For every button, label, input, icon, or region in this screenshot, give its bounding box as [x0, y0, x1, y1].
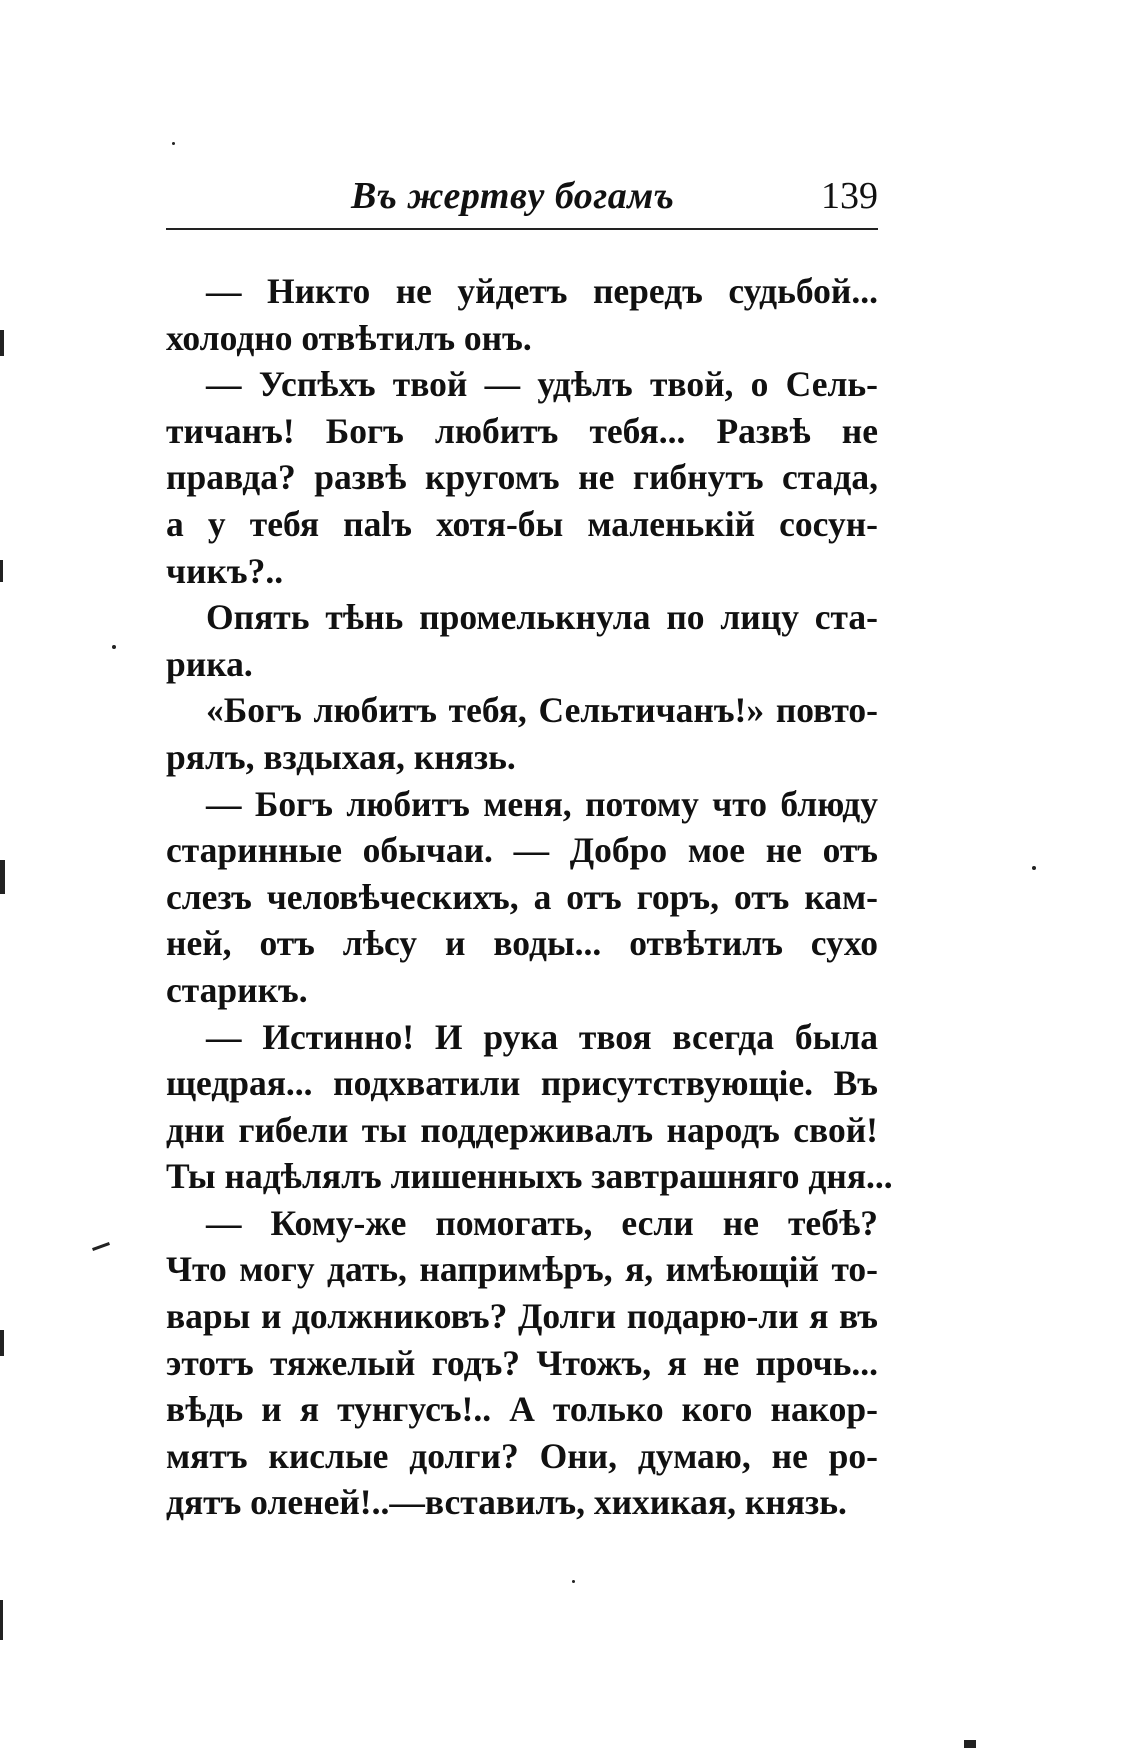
paragraph-2 [166, 361, 878, 594]
text-line: холодно отвѣтилъ онъ. [166, 317, 532, 358]
text-line: рика. [166, 643, 253, 684]
scan-speck [1032, 866, 1036, 870]
text-line: дятъ оленей!..—вставилъ, хихикая, князь. [166, 1482, 847, 1523]
body-text [166, 268, 893, 1526]
paragraph-5 [166, 781, 878, 1014]
text-line: чикъ?.. [166, 550, 284, 591]
scan-edge-mark [964, 1740, 976, 1748]
text-line: а у тебя пalъ хотя-бы маленькій сосун- [166, 503, 878, 544]
text-line: — Истинно! И рука твоя всегда была [206, 1016, 878, 1057]
text-line: — Успѣхъ твой — удѣлъ твой, о Сель- [206, 364, 878, 405]
text-line: дни гибели ты поддерживалъ народъ свой! [166, 1109, 878, 1150]
text-line: — Кому-же помогать, если не тебѣ? [206, 1202, 878, 1243]
scan-edge-mark [0, 560, 3, 582]
text-line: Что могу дать, напримѣръ, я, имѣющій то- [166, 1249, 878, 1290]
scan-edge-mark [0, 1330, 4, 1356]
text-line: вѣдь и я тунгусъ!.. А только кого накор- [166, 1389, 878, 1430]
text-line: «Богъ любитъ тебя, Сельтичанъ!» повто- [206, 690, 878, 731]
text-line: — Никто не уйдетъ передъ судьбой... [206, 271, 878, 311]
text-line: щедрая... подхватили присутствующіе. Въ [166, 1063, 878, 1104]
text-line: старикъ. [166, 969, 308, 1010]
text-line: — Богъ любитъ меня, потому что блюду [206, 783, 878, 824]
scan-speck [112, 645, 116, 649]
text-line: мятъ кислые долги? Они, думаю, не ро- [166, 1435, 878, 1476]
text-line: Ты надѣлялъ лишенныхъ завтрашняго дня... [166, 1156, 893, 1197]
scan-edge-mark [0, 330, 4, 356]
text-line: правда? развѣ кругомъ не гибнутъ стада, [166, 457, 878, 498]
scan-speck [172, 142, 175, 145]
scan-edge-mark [92, 1242, 110, 1251]
scan-speck [572, 1580, 575, 1583]
paragraph-7 [166, 1200, 878, 1526]
text-line: тичанъ! Богъ любитъ тебя... Развѣ не [166, 410, 878, 451]
text-line: этотъ тяжелый годъ? Чтожъ, я не прочь... [166, 1342, 878, 1383]
text-line: Опять тѣнь промелькнула по лицу ста- [206, 597, 878, 638]
paragraph-6 [166, 1014, 893, 1200]
text-line: рялъ, вздыхая, князь. [166, 736, 516, 777]
paragraph-4 [166, 687, 878, 780]
text-line: ней, отъ лѣсу и воды... отвѣтилъ сухо [166, 923, 878, 964]
page-number: 139 [821, 175, 878, 217]
running-head [166, 172, 878, 228]
scan-edge-mark [0, 1600, 3, 1640]
paragraph-1 [166, 268, 878, 361]
running-title: Въ жертву богамъ [351, 175, 675, 217]
text-line: вары и должниковъ? Долги подарю-ли я въ [166, 1296, 878, 1337]
text-line: старинные обычаи. — Добро мое не отъ [166, 830, 878, 871]
header-rule [166, 228, 878, 230]
text-line: слезъ человѣческихъ, а отъ горъ, отъ кам- [166, 876, 878, 917]
scan-edge-mark [0, 860, 5, 894]
paragraph-3 [166, 594, 878, 687]
